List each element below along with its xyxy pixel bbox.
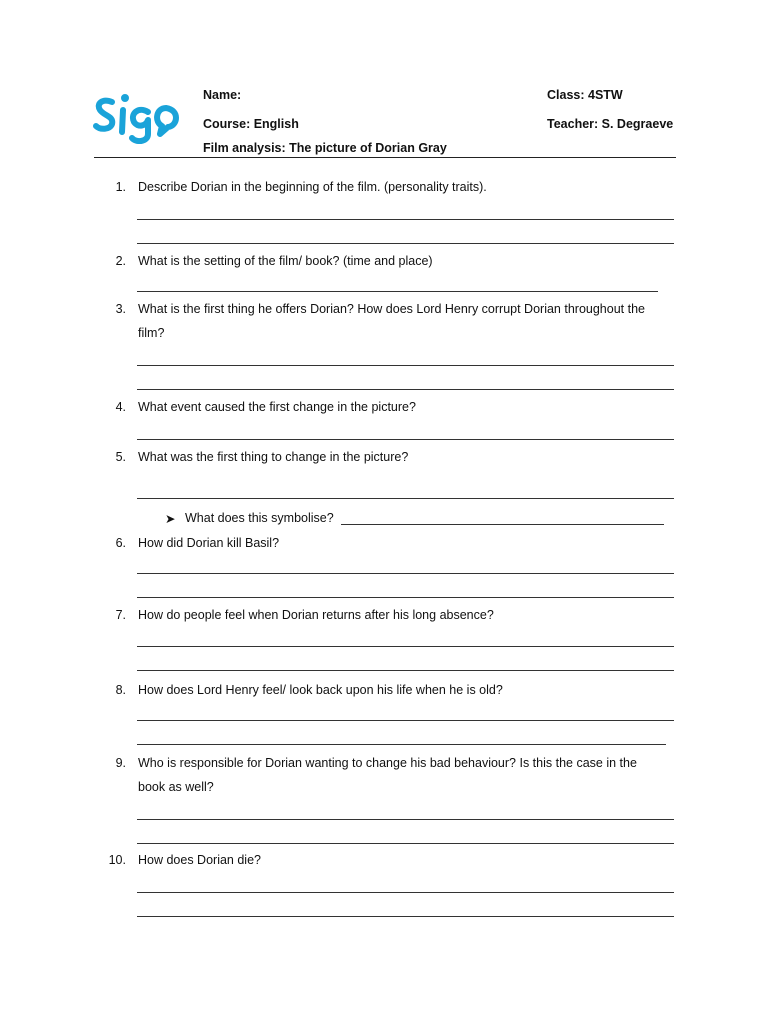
- course-label: Course: English: [203, 117, 299, 131]
- question-number: 7.: [115, 608, 126, 622]
- question-3: [0, 302, 768, 320]
- question-5: [0, 450, 768, 468]
- question-text: Who is responsible for Dorian wanting to change his bad behaviour? Is this the case in the: [138, 756, 637, 770]
- question-text: What is the setting of the film/ book? (time and place): [138, 254, 433, 268]
- question-text: film?: [138, 326, 165, 340]
- answer-line[interactable]: [137, 389, 674, 390]
- question-number: 8.: [115, 683, 126, 697]
- answer-line[interactable]: [137, 646, 674, 647]
- arrow-bullet-icon: ➤: [165, 512, 176, 526]
- question-text: How do people feel when Dorian returns after his long absence?: [138, 608, 494, 622]
- answer-line[interactable]: [137, 670, 674, 671]
- class-label: Class: 4STW: [547, 88, 623, 102]
- sub-question: [0, 511, 768, 529]
- question-4: [0, 400, 768, 418]
- question-8: [0, 683, 768, 701]
- question-text: book as well?: [138, 780, 214, 794]
- sigo-logo: [92, 88, 184, 144]
- question-text: What event caused the first change in the picture?: [138, 400, 416, 414]
- answer-line[interactable]: [137, 819, 674, 820]
- question-10: [0, 853, 768, 871]
- answer-line[interactable]: [137, 219, 674, 220]
- question-number: 2.: [115, 254, 126, 268]
- question-number: 10.: [108, 853, 126, 867]
- question-6: [0, 536, 768, 554]
- teacher-label: Teacher: S. Degraeve: [547, 117, 674, 131]
- answer-line[interactable]: [137, 843, 674, 844]
- question-text: Describe Dorian in the beginning of the film. (personality traits).: [138, 180, 487, 194]
- question-number: 3.: [115, 302, 126, 316]
- question-1: [0, 180, 768, 198]
- answer-line[interactable]: [137, 291, 658, 292]
- question-text: How does Lord Henry feel/ look back upon his life when he is old?: [138, 683, 503, 697]
- answer-line[interactable]: [137, 597, 674, 598]
- sub-question-text: What does this symbolise?: [185, 511, 334, 525]
- question-7: [0, 608, 768, 626]
- question-3-continued: [0, 326, 768, 344]
- question-number: 9.: [115, 756, 126, 770]
- question-text: How did Dorian kill Basil?: [138, 536, 280, 550]
- question-number: 5.: [115, 450, 126, 464]
- name-label: Name:: [203, 88, 242, 102]
- answer-line[interactable]: [137, 916, 674, 917]
- answer-line[interactable]: [137, 365, 674, 366]
- question-text: How does Dorian die?: [138, 853, 261, 867]
- answer-line[interactable]: [137, 573, 674, 574]
- answer-line[interactable]: [137, 498, 674, 499]
- question-text: What is the first thing he offers Dorian? How does Lord Henry corrupt Dorian throughout the: [138, 302, 645, 316]
- worksheet-title: Film analysis: The picture of Dorian Gray: [203, 141, 447, 155]
- answer-line[interactable]: [137, 744, 666, 745]
- question-number: 6.: [115, 536, 126, 550]
- question-2: [0, 254, 768, 272]
- answer-line[interactable]: [137, 243, 674, 244]
- header-divider: [94, 157, 676, 158]
- question-9-continued: [0, 780, 768, 798]
- question-9: [0, 756, 768, 774]
- answer-line[interactable]: [341, 524, 664, 525]
- answer-line[interactable]: [137, 439, 674, 440]
- question-text: What was the first thing to change in the picture?: [138, 450, 409, 464]
- answer-line[interactable]: [137, 892, 674, 893]
- question-number: 4.: [115, 400, 126, 414]
- answer-line[interactable]: [137, 720, 674, 721]
- question-number: 1.: [115, 180, 126, 194]
